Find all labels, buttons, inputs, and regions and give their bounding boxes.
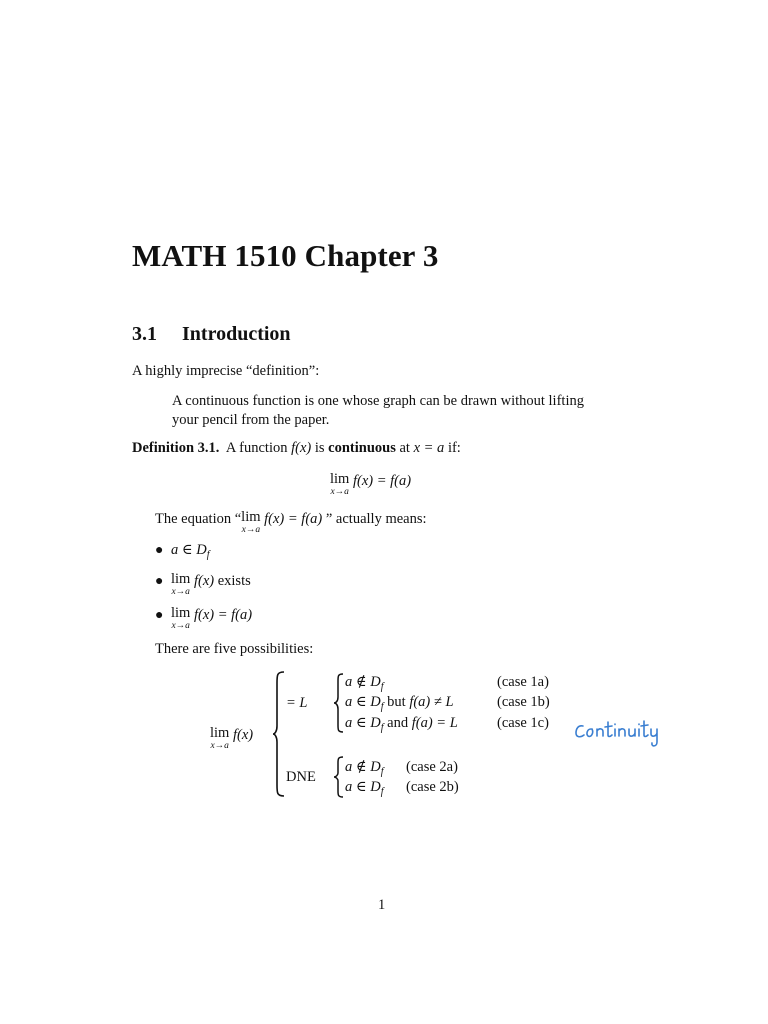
definition-at: at — [399, 440, 410, 456]
section-heading — [132, 323, 291, 346]
case-subscript: f — [380, 681, 384, 693]
possibilities-line: There are five possibilities: — [155, 641, 314, 657]
equals-L: = L — [286, 695, 308, 711]
cases-lhs-fx: f(x) — [232, 727, 254, 743]
bullet-item — [155, 572, 251, 597]
bullet-dot: ● — [155, 543, 164, 558]
limit-operator — [171, 606, 190, 631]
case-row-1b — [345, 694, 454, 713]
equation-rhs: f(x) = f(a) — [352, 473, 412, 489]
case-label-1a: (case 1a) — [497, 674, 549, 690]
limit-lim: lim — [171, 571, 191, 587]
limit-operator — [171, 572, 190, 597]
limit-subscript: x→a — [241, 524, 261, 535]
limit-lim: lim — [330, 471, 350, 487]
case-connector: and — [387, 715, 409, 731]
limit-lim: lim — [171, 605, 191, 621]
cases-lhs — [210, 726, 253, 751]
case-label-1b: (case 1b) — [497, 694, 550, 710]
big-left-brace — [272, 671, 286, 797]
definition-text: A function — [225, 440, 288, 456]
case-label-2b: (case 2b) — [406, 779, 459, 795]
limit-lim: lim — [210, 725, 230, 741]
bullet-dot: ● — [155, 608, 164, 623]
bullet-subscript: f — [206, 549, 210, 561]
limit-operator — [330, 472, 349, 497]
case-row-1c — [345, 715, 458, 734]
definition-label: Definition 3.1. — [132, 440, 220, 456]
display-equation — [330, 472, 411, 497]
case-condition: a ∉ D — [345, 759, 381, 775]
page-number: 1 — [378, 897, 386, 913]
definition-condition: x = a — [413, 440, 445, 456]
means-equation: f(x) = f(a) — [264, 511, 323, 527]
bullet-dot: ● — [155, 574, 164, 589]
section-number: 3.1 — [132, 323, 157, 345]
limit-operator — [210, 726, 229, 751]
bullet-math: a ∈ D — [171, 542, 207, 558]
means-after: ” actually means: — [325, 511, 427, 527]
definition-keyword: continuous — [328, 440, 396, 456]
case-row-2a — [345, 759, 384, 778]
case-subscript: f — [380, 786, 384, 798]
definition-is: is — [314, 440, 325, 456]
bullet-text: exists — [217, 573, 251, 589]
case-subscript: f — [380, 701, 384, 713]
bullet-item — [155, 541, 210, 565]
case-row-2b — [345, 779, 384, 798]
case-condition: a ∈ D — [345, 779, 381, 795]
limit-subscript: x→a — [330, 486, 349, 497]
intro-line: A highly imprecise “definition”: — [132, 363, 320, 379]
limit-subscript: x→a — [171, 586, 190, 597]
limit-lim: lim — [241, 509, 261, 525]
case-condition: a ∈ D — [345, 715, 381, 731]
definition-if: if: — [447, 440, 461, 456]
case-connector: but — [387, 694, 406, 710]
page-title: MATH 1510 Chapter 3 — [132, 238, 439, 273]
definition-fx: f(x) — [291, 440, 312, 456]
handwritten-continuity-annotation — [574, 714, 660, 750]
bullet-math: f(x) = f(a) — [193, 607, 253, 623]
limit-operator — [241, 510, 260, 535]
lower-brace — [333, 756, 345, 798]
quote-block: A continuous function is one whose graph can be drawn without lifting your pencil from the paper. — [172, 393, 584, 428]
section-title: Introduction — [182, 323, 291, 345]
case-label-2a: (case 2a) — [406, 759, 458, 775]
bullet-item — [155, 606, 252, 631]
case-extra: f(a) = L — [411, 715, 458, 731]
definition — [132, 439, 461, 458]
case-condition: a ∉ D — [345, 674, 381, 690]
bullet-math: f(x) — [193, 573, 215, 589]
limit-subscript: x→a — [210, 740, 229, 751]
limit-subscript: x→a — [171, 620, 190, 631]
means-before: The equation “ — [155, 511, 242, 527]
equation-means-line — [155, 510, 427, 535]
case-condition: a ∈ D — [345, 694, 381, 710]
dne-label: DNE — [286, 769, 316, 785]
upper-brace — [333, 673, 345, 733]
case-subscript: f — [380, 722, 384, 734]
case-subscript: f — [380, 766, 384, 778]
case-label-1c: (case 1c) — [497, 715, 549, 731]
case-row-1a — [345, 674, 384, 693]
case-extra: f(a) ≠ L — [409, 694, 454, 710]
